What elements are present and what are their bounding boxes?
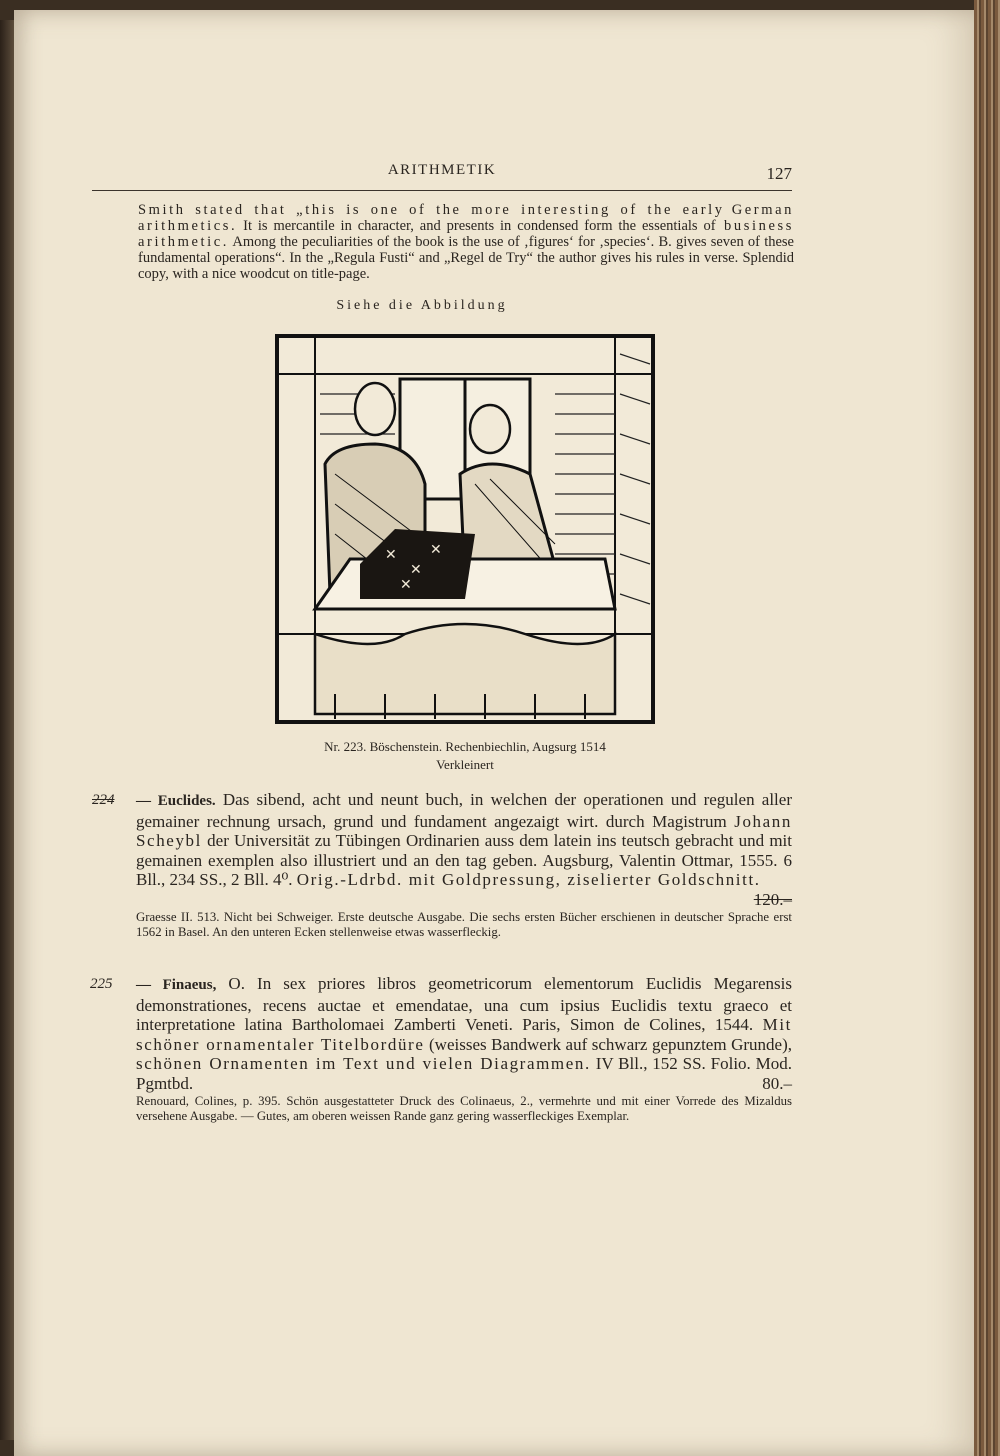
- entry-author: — Finaeus,: [136, 977, 217, 993]
- entry-text-2: (weisses Bandwerk auf schwarz gepunztem Grunde),: [424, 1034, 792, 1054]
- entry-note-224: Graesse II. 513. Nicht bei Schweiger. Erste deutsche Ausgabe. Die sechs ersten Bücher erschienen in deutscher Sprache erst 1562 in Basel. An den unteren Ecken stellenweise etwas wasserfleckig.: [136, 910, 792, 939]
- entry-price: 120.–: [753, 889, 792, 909]
- caption-line-1: Nr. 223. Böschenstein. Rechenbiechlin, Augsurg 1514: [324, 739, 606, 754]
- entry-text: O. In sex priores libros geometricorum elementorum Euclidis Megarensis demonstrationes, recens auctae et emendatae, una cum ipsius Euclidis textu graeco et interpretatione latina Bartholomaei Zamberti Veneti. Paris, Simon de Colines, 1544.: [136, 974, 792, 1034]
- svg-text:✕: ✕: [385, 547, 397, 563]
- header-title: ARITHMETIK: [387, 162, 497, 178]
- entry-spaced-text-2: schönen Ornamenten im Text und vielen Diagrammen.: [136, 1054, 591, 1073]
- intro-spaced-2: business arithmetic.: [138, 218, 794, 250]
- entry-spaced-text: Mit schöner ornamentaler Titelbordüre: [136, 1015, 792, 1054]
- svg-text:✕: ✕: [400, 577, 412, 593]
- see-figure-note: Siehe die Abbildung: [336, 298, 508, 313]
- page-edges: [974, 0, 1000, 1456]
- intro-text-1: It is mercantile in character, and presents in condensed form the essentials of: [237, 218, 716, 234]
- entry-price: 80.–: [762, 1073, 792, 1093]
- entry-number-224: 224: [92, 792, 115, 808]
- catalog-entry-224: [136, 790, 792, 909]
- caption-line-2: Verkleinert: [436, 757, 494, 772]
- page-number: 127: [766, 164, 792, 183]
- running-header: [92, 160, 792, 191]
- catalog-entry-225: [136, 974, 792, 1093]
- entry-text: Das sibend, acht und neunt buch, in welchen der operationen und regulen aller gemainer rechnung ursach, grund und fundament angezaigt wirt. durch Magistrum: [136, 790, 792, 831]
- entry-spaced-name: Johann Scheybl: [136, 811, 792, 850]
- intro-spaced-1: German arithmetics.: [138, 202, 794, 234]
- entry-note-225: Renouard, Colines, p. 395. Schön ausgestatteter Druck des Colinaeus, 2., vermehrte und mit einer Vorrede des Mizaldus versehene Ausgabe. — Gutes, am oberen weissen Rande ganz gering wasserfleckiges Exemplar.: [136, 1094, 792, 1123]
- intro-text-2: Among the peculiarities of the book is the use of ‚figures‘ for ‚species‘. B. gives seven of these fundamental operations“. In the „Regula Fusti“ and „Regel de Try“ the author gives his rules in verse. Splendid copy, with a nice woodcut on title-page.: [138, 234, 794, 282]
- figure-caption: [200, 738, 730, 774]
- entry-binding: Orig.-Ldrbd. mit Goldpressung, ziselierter Goldschnitt.: [296, 870, 761, 889]
- entry-author: — Euclides.: [136, 793, 216, 809]
- woodcut-illustration: [275, 334, 655, 724]
- entry-number-225: 225: [90, 976, 113, 992]
- svg-text:✕: ✕: [410, 562, 422, 578]
- entry-text-3: IV Bll., 152 SS. Folio. Mod. Pgmtbd.: [136, 1054, 793, 1093]
- intro-line1: Smith stated that „this is one of the more interesting of the early: [138, 202, 725, 218]
- intro-paragraph: [138, 202, 794, 282]
- entry-text-2: der Universität zu Tübingen Ordinarien auss dem latein ins teutsch gebracht und mit gemainen exemplen also illustriert und an den tag geben. Augsburg, Valentin Ottmar, 1555. 6 Bll., 234 SS., 2 Bll. 4⁰.: [136, 831, 792, 889]
- svg-text:✕: ✕: [430, 542, 442, 558]
